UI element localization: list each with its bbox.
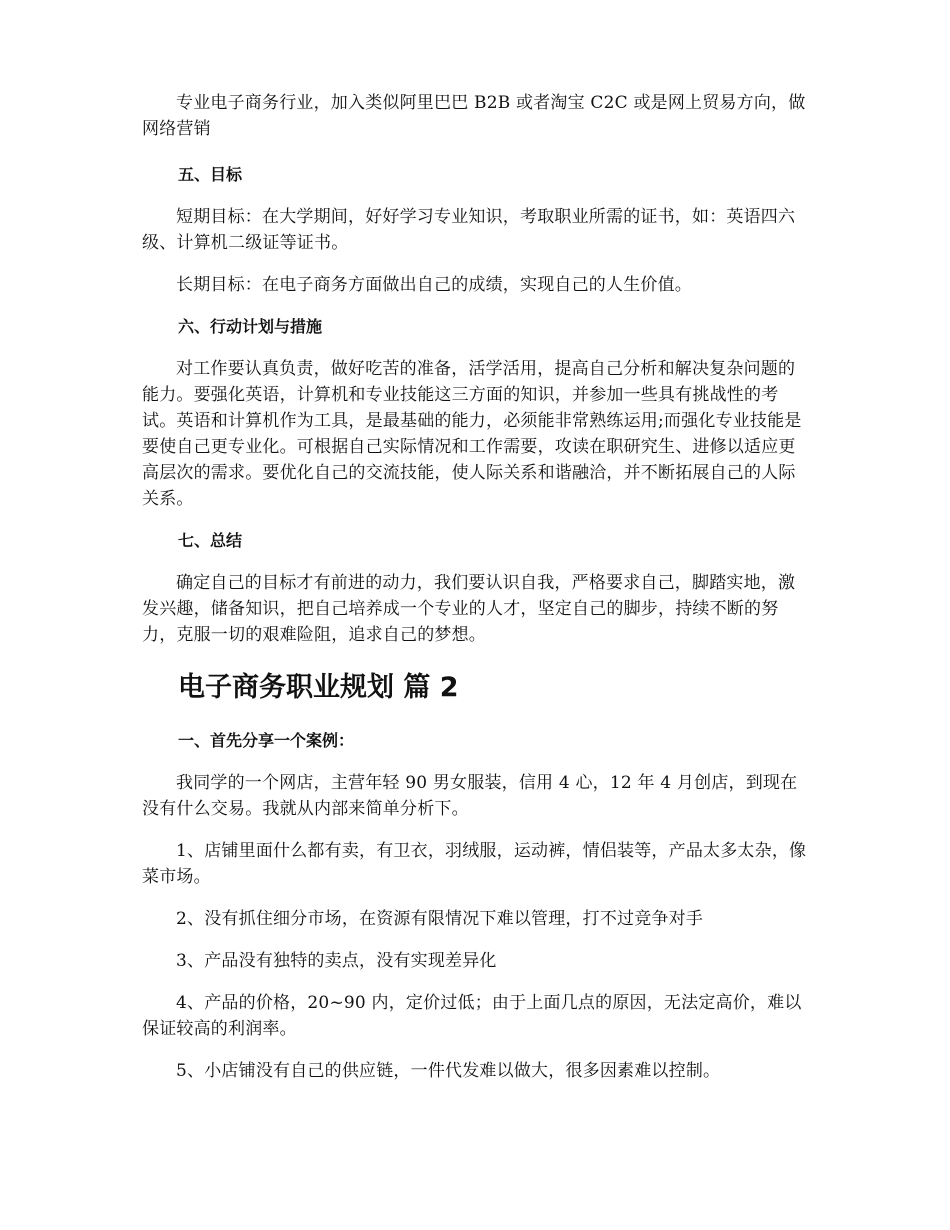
paragraph-point-5: 5、小店铺没有自己的供应链，一件代发难以做大，很多因素难以控制。	[176, 1061, 721, 1081]
paragraph-point-1: 1、店铺里面什么都有卖，有卫衣，羽绒服，运动裤，情侣装等，产品太多太杂，像菜市场。	[142, 841, 807, 887]
heading-summary: 七、总结	[178, 531, 243, 550]
paragraph-long-term-goal: 长期目标：在电子商务方面做出自己的成绩，实现自己的人生价值。	[176, 275, 692, 295]
document-page	[142, 90, 812, 1084]
paragraph-point-3: 3、产品没有独特的卖点，没有实现差异化	[176, 951, 497, 971]
heading-goals: 五、目标	[178, 165, 243, 184]
section-title: 电子商务职业规划 篇 2	[178, 672, 459, 703]
paragraph-point-4: 4、产品的价格，20~90 内，定价过低；由于上面几点的原因，无法定高价，难以保证较高的利润率。	[142, 993, 802, 1039]
paragraph-action-plan: 对工作要认真负责，做好吃苦的准备，活学活用，提高自己分析和解决复杂问题的能力。要强化英语，计算机和专业技能这三方面的知识，并参加一些具有挑战性的考试。英语和计算机作为工具，是最基础的能力，必须能非常熟练运用;而强化专业技能是要使自己更专业化。可根据自己实际情况和工作需要，攻读在职研究生、进修以适应更高层次的需求。要优化自己的交流技能，使人际关系和谐融洽，并不断拓展自己的人际关系。	[142, 359, 802, 509]
heading-case: 一、首先分享一个案例：	[178, 731, 355, 750]
paragraph-short-term-goal: 短期目标：在大学期间，好好学习专业知识，考取职业所需的证书，如：英语四六级、计算机二级证等证书。	[142, 207, 796, 253]
heading-action-plan: 六、行动计划与措施	[178, 317, 323, 336]
paragraph-summary: 确定自己的目标才有前进的动力，我们要认识自我，严格要求自己，脚踏实地，激发兴趣，储备知识，把自己培养成一个专业的人才，坚定自己的脚步，持续不断的努力，克服一切的艰难险阻，追求自己的梦想。	[142, 573, 796, 645]
paragraph-case-intro: 我同学的一个网店，主营年轻 90 男女服装，信用 4 心，12 年 4 月创店，到现在没有什么交易。我就从内部来简单分析下。	[142, 773, 798, 819]
paragraph-direction: 专业电子商务行业，加入类似阿里巴巴 B2B 或者淘宝 C2C 或是网上贸易方向，做网络营销	[142, 93, 806, 139]
paragraph-point-2: 2、没有抓住细分市场，在资源有限情况下难以管理，打不过竞争对手	[176, 909, 704, 929]
